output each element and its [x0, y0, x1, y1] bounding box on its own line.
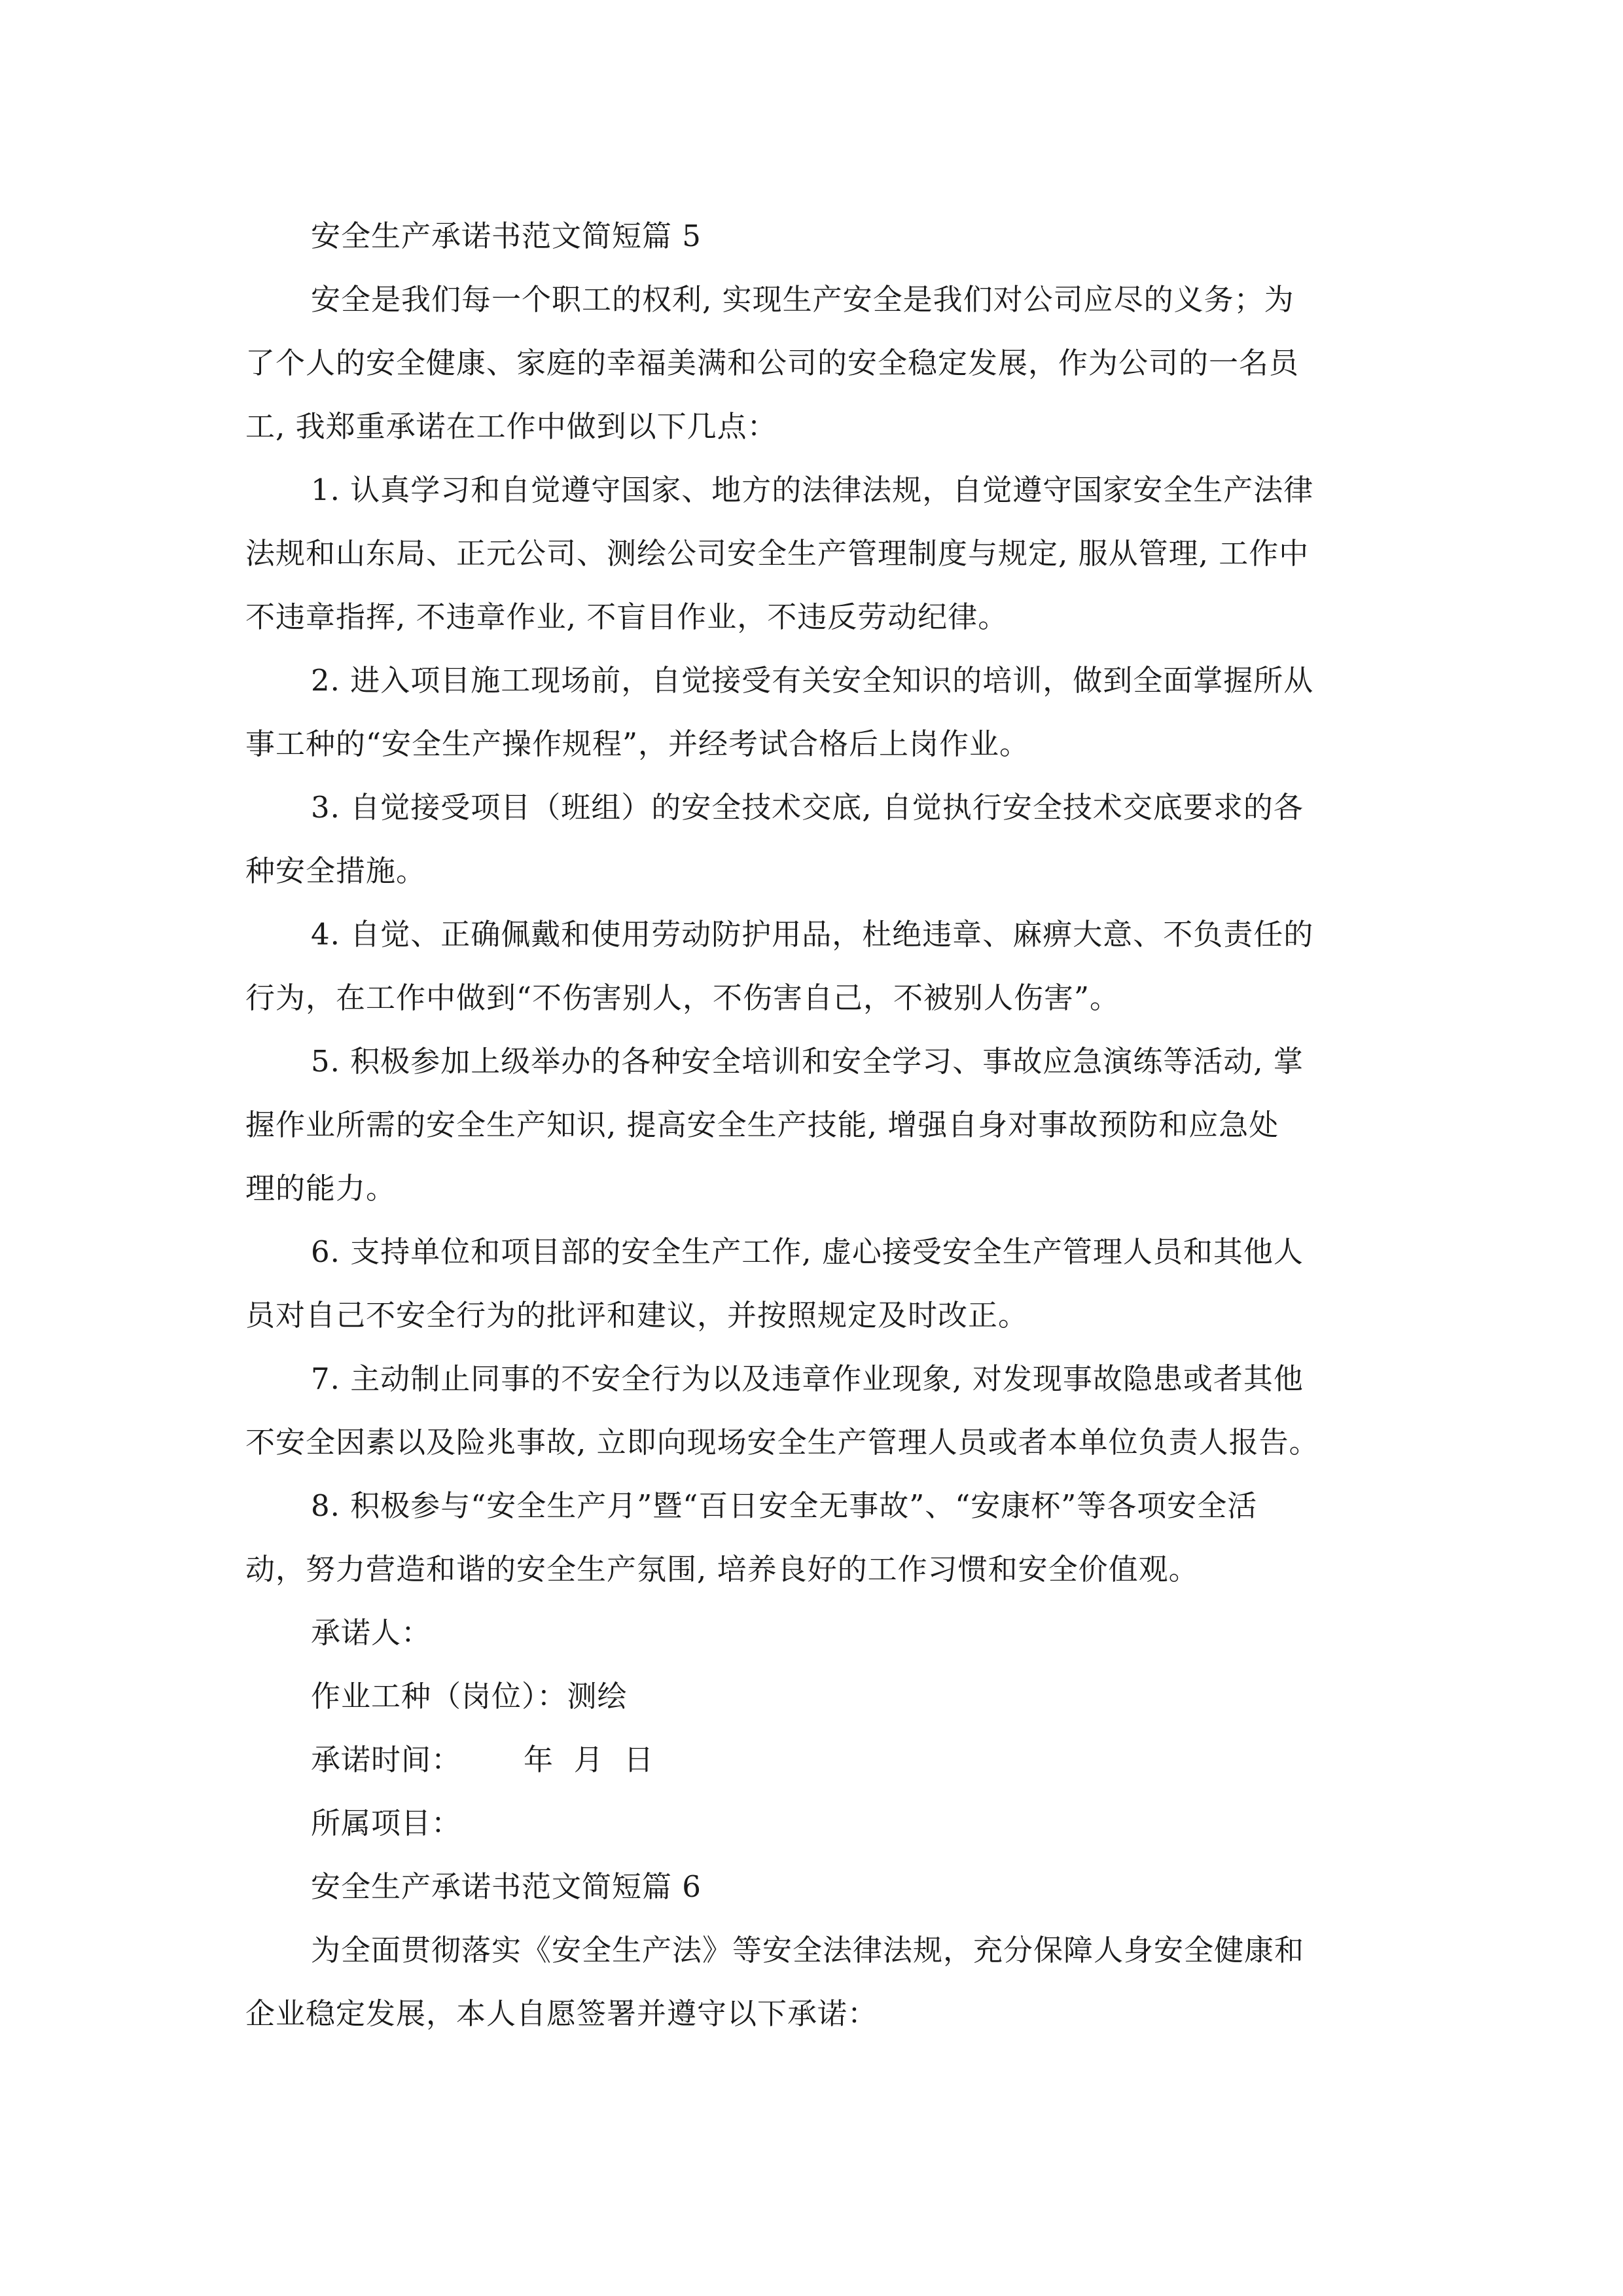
- commitment-item-1: [245, 458, 1381, 649]
- commitment-item-3: [245, 776, 1381, 903]
- item-line: 1. 认真学习和自觉遵守国家、地方的法律法规，自觉遵守国家安全生产法律: [311, 473, 1314, 507]
- commitment-item-5: [245, 1030, 1381, 1220]
- item-line: 6. 支持单位和项目部的安全生产工作, 虚心接受安全生产管理人员和其他人: [311, 1234, 1304, 1269]
- item-line: 4. 自觉、正确佩戴和使用劳动防护用品，杜绝违章、麻痹大意、不负责任的: [311, 917, 1314, 952]
- commitment-item-4: [245, 903, 1381, 1030]
- item-line: 动，努力营造和谐的安全生产氛围, 培养良好的工作习惯和安全价值观。: [245, 1552, 1199, 1587]
- commitment-item-7: [245, 1347, 1381, 1474]
- intro-line: 安全是我们每一个职工的权利, 实现生产安全是我们对公司应尽的义务；为: [311, 282, 1294, 317]
- item-line: 不安全因素以及险兆事故, 立即向现场安全生产管理人员或者本单位负责人报告。: [245, 1425, 1319, 1460]
- commitment-item-2: [245, 649, 1381, 776]
- item-line: 行为，在工作中做到“不伤害别人，不伤害自己，不被别人伤害”。: [245, 980, 1120, 1015]
- item-line: 3. 自觉接受项目（班组）的安全技术交底, 自觉执行安全技术交底要求的各: [311, 790, 1304, 825]
- job-label: 作业工种（岗位）：测绘: [311, 1679, 628, 1713]
- item-line: 员对自己不安全行为的批评和建议，并按照规定及时改正。: [245, 1298, 1029, 1333]
- item-line: 不违章指挥, 不违章作业, 不盲目作业，不违反劳动纪律。: [245, 600, 1008, 634]
- document-body: [245, 204, 1381, 2045]
- project-label: 所属项目：: [311, 1806, 462, 1840]
- intro-line: 企业稳定发展，本人自愿签署并遵守以下承诺：: [245, 1996, 878, 2031]
- item-line: 法规和山东局、正元公司、测绘公司安全生产管理制度与规定, 服从管理, 工作中: [245, 536, 1310, 571]
- date-year: 年: [524, 1742, 554, 1777]
- commitment-item-6: [245, 1220, 1381, 1347]
- intro-line: 为全面贯彻落实《安全生产法》等安全法律法规，充分保障人身安全健康和: [311, 1933, 1305, 1967]
- item-line: 理的能力。: [245, 1171, 397, 1206]
- intro-line: 工, 我郑重承诺在工作中做到以下几点：: [245, 409, 777, 444]
- section-5-heading: 安全生产承诺书范文简短篇 5: [311, 219, 702, 253]
- section-5-intro: [245, 268, 1381, 458]
- signer-label: 承诺人：: [311, 1615, 432, 1650]
- item-line: 事工种的“安全生产操作规程”，并经考试合格后上岗作业。: [245, 726, 1030, 761]
- item-line: 7. 主动制止同事的不安全行为以及违章作业现象, 对发现事故隐患或者其他: [311, 1361, 1304, 1396]
- item-line: 2. 进入项目施工现场前，自觉接受有关安全知识的培训，做到全面掌握所从: [311, 663, 1314, 698]
- intro-line: 了个人的安全健康、家庭的幸福美满和公司的安全稳定发展，作为公司的一名员: [245, 346, 1300, 380]
- date-month: 月: [573, 1742, 604, 1777]
- item-line: 5. 积极参加上级举办的各种安全培训和安全学习、事故应急演练等活动, 掌: [311, 1044, 1304, 1079]
- item-line: 握作业所需的安全生产知识, 提高安全生产技能, 增强自身对事故预防和应急处: [245, 1107, 1279, 1142]
- item-line: 种安全措施。: [245, 853, 427, 888]
- commitment-item-8: [245, 1474, 1381, 1601]
- time-label: 承诺时间：: [311, 1742, 462, 1777]
- date-day: 日: [624, 1742, 654, 1777]
- section-6-intro: [245, 1918, 1381, 2045]
- commitment-date-line: [245, 1728, 1381, 1791]
- item-line: 8. 积极参与“安全生产月”暨“百日安全无事故”、“安康杯”等各项安全活: [311, 1488, 1258, 1523]
- section-6-heading: 安全生产承诺书范文简短篇 6: [311, 1869, 702, 1904]
